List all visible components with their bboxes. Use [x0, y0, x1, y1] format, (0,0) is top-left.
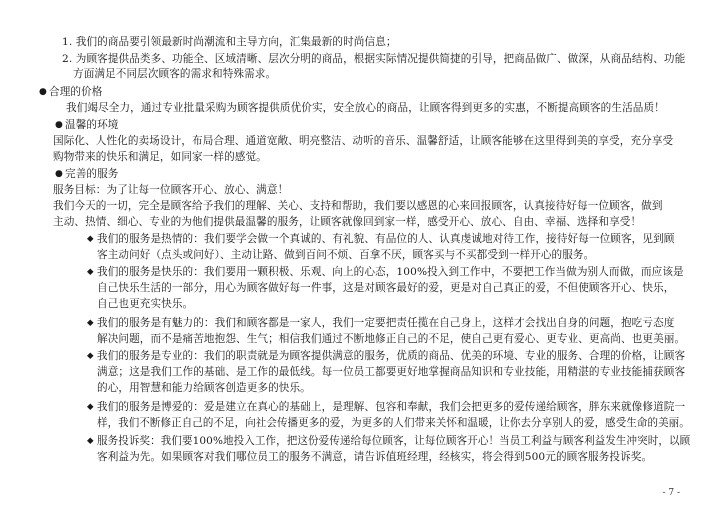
service-point-charm-2: 解决问题，而不是痛苦地抱怨、生气；相信我们通过不断地修正自己的不足，使自己更有爱心、更专业、更高尚、也更美丽。: [97, 333, 686, 345]
service-point-happy-1: 我们的服务是快乐的：我们要用一颗积极、乐观、向上的心态，100%投入到工作中，不要把工作当做为别人而做，而应该是: [97, 266, 684, 278]
diamond-icon: ◆: [87, 402, 94, 412]
section-heading-service: 完善的服务: [65, 168, 119, 180]
service-goal: 服务目标：为了让每一位顾客开心、放心、满意！: [53, 184, 289, 196]
page-number: - 7 -: [662, 488, 680, 498]
section-environment-text-2: 购物带来的快乐和满足，如同家一样的感觉。: [53, 151, 267, 163]
service-point-complaint-1: 服务投诉奖：我们要100%地投入工作，把这份爱传递给每位顾客，让每位顾客开心！当员工利益与顾客利益发生冲突时，以顾: [97, 435, 691, 447]
bullet-icon: ●: [39, 87, 47, 97]
diamond-icon: ◆: [87, 318, 94, 328]
bullet-icon: ●: [55, 120, 63, 130]
service-point-happy-2: 自己快乐生活的一部分，用心为顾客做好每一件事，这是对顾客最好的爱，更是对自己真正的爱，不但使顾客开心、快乐，: [97, 282, 675, 294]
service-point-love-2: 样，我们不断修正自己的不足，向社会传播更多的爱，为更多的人们带来关怀和温暖，让你去分享别人的爱，感受生命的美丽。: [97, 417, 690, 429]
section-environment-text-1: 国际化、人性化的卖场设计，布局合理、通道宽敞、明亮整洁、动听的音乐、温馨舒适，让顾客能够在这里得到美的享受，充分享受: [53, 135, 674, 147]
intro-item-1: 1. 我们的商品要引领最新时尚潮流和主导方向，汇集最新的时尚信息；: [62, 36, 397, 48]
diamond-icon: ◆: [87, 267, 94, 277]
service-point-charm-1: 我们的服务是有魅力的：我们和顾客都是一家人，我们一定要把责任揽在自己身上，这样才会找出自身的问题，抱吃亏态度: [97, 317, 675, 329]
service-point-pro-2: 满意；这是我们工作的基础、是工作的最低线。每一位员工都要更好地掌握商品知识和专业技能，用精湛的专业技能捕获顾客: [97, 366, 686, 378]
service-point-happy-3: 自己也更充实快乐。: [97, 298, 194, 310]
diamond-icon: ◆: [87, 351, 94, 361]
service-intro-2: 主动、热情、细心、专业的为他们提供最温馨的服务，让顾客就像回到家一样，感受开心、放心、自由、幸福、选择和享受！: [53, 216, 642, 228]
section-heading-environment: 温馨的环境: [65, 119, 119, 131]
service-point-love-1: 我们的服务是博爱的：爱是建立在真心的基础上，是理解、包容和奉献，我们会把更多的爱传递给顾客，胖东来就像修道院一: [97, 401, 686, 413]
service-intro-1: 我们今天的一切，完全是顾客给予我们的理解、关心、支持和帮助，我们要以感恩的心来回报顾客，认真接待好每一位顾客，做到: [53, 200, 663, 212]
intro-item-2: 2. 为顾客提供品类多、功能全、区域清晰、层次分明的商品，根据实际情况提供简捷的引导，把商品做广、做深，从商品结构、功能: [62, 53, 686, 65]
diamond-icon: ◆: [87, 436, 94, 446]
service-point-warm-2: 客主动问好（点头或问好）、主动让路、做到百问不烦、百拿不厌，顾客买与不买都受到一样开心的服务。: [97, 249, 595, 261]
service-point-complaint-2: 客利益为先。如果顾客对我们哪位员工的服务不满意，请告诉值班经理，经核实，将会得到500元的顾客服务投诉奖。: [97, 451, 653, 463]
service-point-pro-3: 的心，用智慧和能力给顾客创造更多的快乐。: [97, 382, 311, 394]
section-heading-price: 合理的价格: [49, 86, 103, 98]
diamond-icon: ◆: [87, 234, 94, 244]
service-point-pro-1: 我们的服务是专业的：我们的职责就是为顾客提供满意的服务，优质的商品、优美的环境、专业的服务、合理的价格，让顾客: [97, 350, 686, 362]
bullet-icon: ●: [55, 169, 63, 179]
section-price-text: 我们竭尽全力，通过专业批量采购为顾客提供质优价实，安全放心的商品，让顾客得到更多的实惠，不断提高顾客的生活品质！: [66, 102, 665, 114]
intro-item-2-cont: 方面满足不同层次顾客的需求和特殊需求。: [73, 68, 277, 80]
service-point-warm-1: 我们的服务是热情的：我们要学会做一个真诚的、有礼貌、有品位的人、认真虔诚地对待工作，接待好每一位顾客，见到顾: [97, 233, 675, 245]
